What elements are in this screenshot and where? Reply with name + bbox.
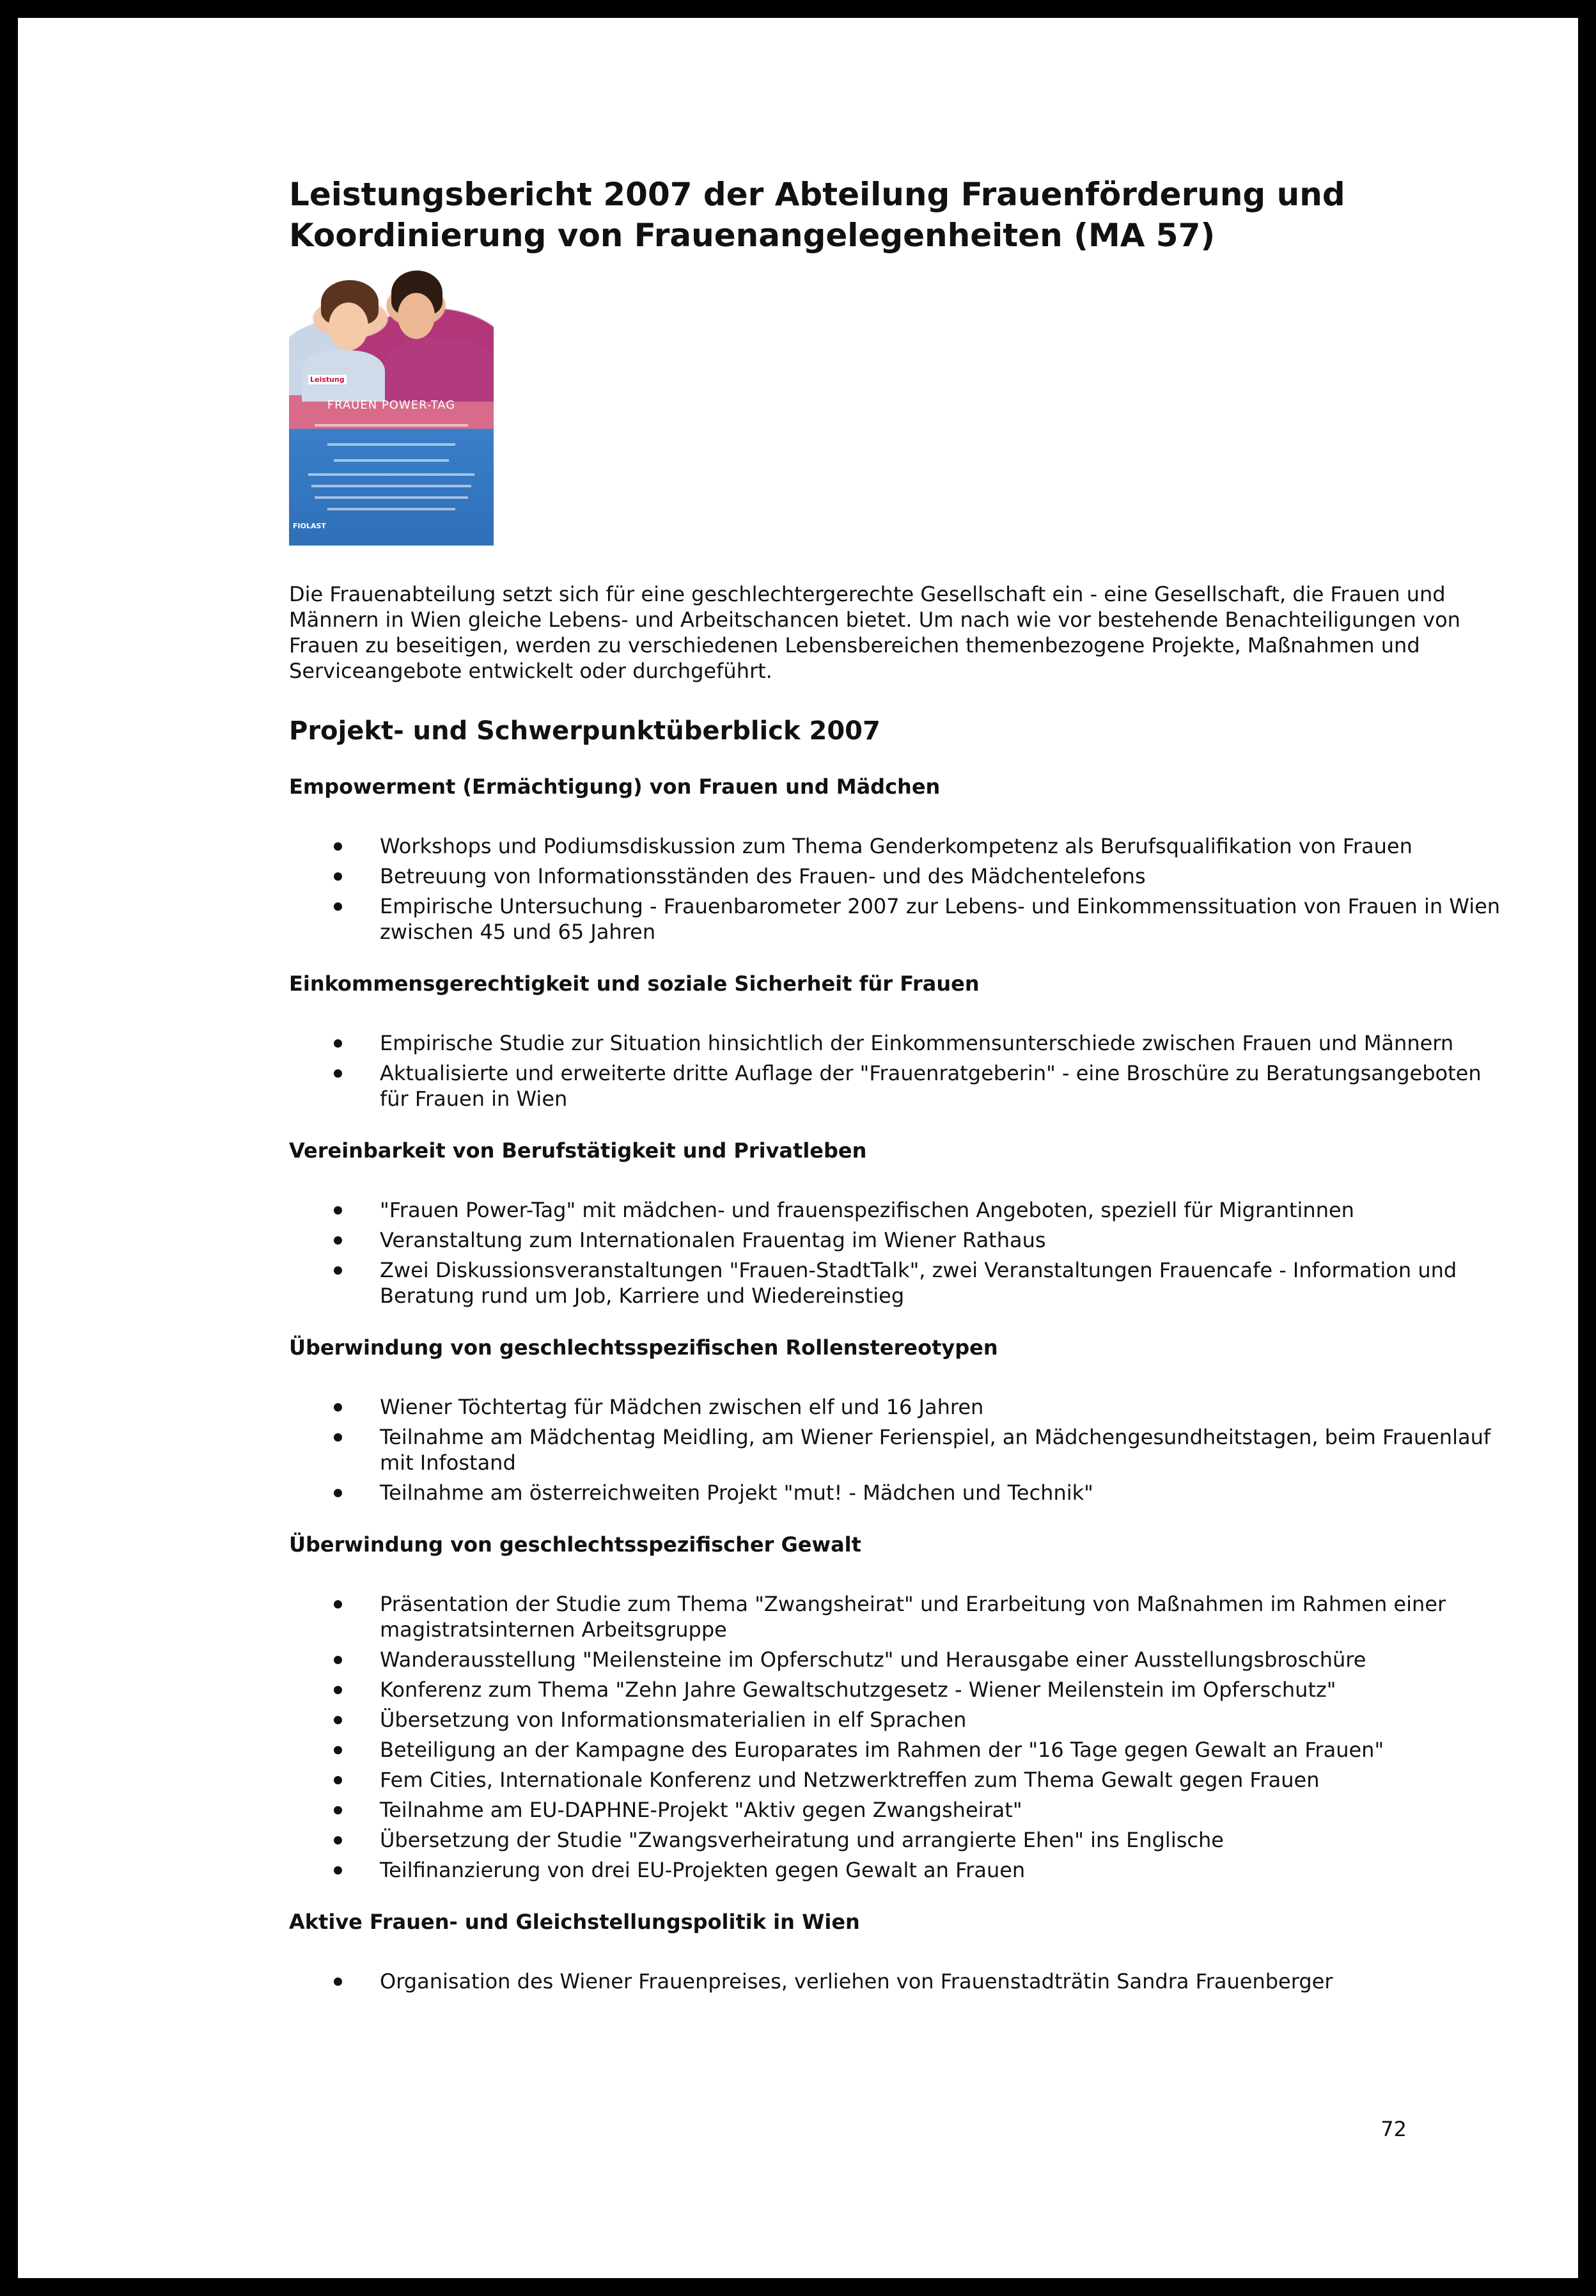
topic-heading: Überwindung von geschlechtsspezifischer Gewalt [289, 1532, 861, 1557]
list-item-text: Workshops und Podiumsdiskussion zum Thema Genderkompetenz als Berufsqualifikation von Frauen [380, 834, 1412, 858]
list-item [289, 1197, 1505, 1223]
list-item-text: Übersetzung der Studie "Zwangsverheiratung und arrangierte Ehen" ins Englische [380, 1828, 1224, 1852]
poster-logo: FIOLAST [293, 522, 326, 530]
list-item-text: Empirische Studie zur Situation hinsichtlich der Einkommensunterschiede zwischen Frauen und Männern [380, 1031, 1454, 1055]
list-item [289, 1707, 1505, 1733]
topic-heading: Aktive Frauen- und Gleichstellungspolitik in Wien [289, 1910, 860, 1934]
page-title: Leistungsbericht 2007 der Abteilung Frauenförderung und Koordinierung von Frauenangelegenheiten (MA 57) [289, 176, 1345, 254]
list-item-text: Beteiligung an der Kampagne des Europarates im Rahmen der "16 Tage gegen Gewalt an Frauen" [380, 1738, 1384, 1762]
bullet-icon [334, 842, 342, 851]
list-item-text: Teilnahme am Mädchentag Meidling, am Wiener Ferienspiel, an Mädchengesundheitstagen, beim Frauenlauf mit Infostand [380, 1425, 1491, 1475]
list-item-text: Teilnahme am EU-DAPHNE-Projekt "Aktiv gegen Zwangsheirat" [380, 1798, 1022, 1822]
list-item-text: Zwei Diskussionsveranstaltungen "Frauen-StadtTalk", zwei Veranstaltungen Frauencafe - Information und Beratung rund um Job, Karriere und Wiedereinstieg [380, 1258, 1457, 1308]
list-item [289, 1257, 1505, 1309]
list-item [289, 1737, 1505, 1763]
list-item [289, 1797, 1505, 1823]
list-item-text: Teilnahme am österreichweiten Projekt "mut! - Mädchen und Technik" [380, 1481, 1093, 1505]
bullet-list [289, 1969, 1504, 1994]
bullet-icon [334, 1600, 342, 1608]
bullet-list [289, 833, 1504, 945]
list-item [289, 1030, 1505, 1056]
topic-heading: Einkommensgerechtigkeit und soziale Sicherheit für Frauen [289, 971, 980, 996]
list-item [289, 1767, 1505, 1793]
list-item [289, 1591, 1505, 1642]
topic-groups [289, 773, 1504, 1994]
list-item [289, 1480, 1505, 1506]
list-item-text: "Frauen Power-Tag" mit mädchen- und frauenspezifischen Angeboten, speziell für Migrantinnen [380, 1198, 1354, 1222]
list-item [289, 1227, 1505, 1253]
list-item-text: Teilfinanzierung von drei EU-Projekten gegen Gewalt an Frauen [380, 1858, 1026, 1882]
list-item [289, 833, 1505, 859]
bullet-list [289, 1394, 1504, 1506]
bullet-icon [334, 1866, 342, 1875]
bullet-icon [334, 1716, 342, 1724]
list-item-text: Veranstaltung zum Internationalen Frauentag im Wiener Rathaus [380, 1228, 1046, 1252]
document-page [18, 18, 1578, 2278]
list-item [289, 1677, 1505, 1702]
list-item [289, 1857, 1505, 1883]
list-item [289, 863, 1505, 889]
list-item [289, 1424, 1505, 1475]
event-poster-image [289, 267, 494, 546]
bullet-icon [334, 1978, 342, 1986]
list-item-text: Wiener Töchtertag für Mädchen zwischen elf und 16 Jahren [380, 1395, 984, 1419]
list-item-text: Konferenz zum Thema "Zehn Jahre Gewaltschutzgesetz - Wiener Meilenstein im Opferschutz" [380, 1678, 1336, 1702]
page-number: 72 [1381, 2117, 1407, 2141]
list-item-text: Betreuung von Informationsständen des Frauen- und des Mädchentelefons [380, 864, 1146, 888]
bullet-icon [334, 1403, 342, 1411]
bullet-icon [334, 1656, 342, 1664]
bullet-list [289, 1197, 1504, 1309]
list-item [289, 893, 1505, 945]
bullet-icon [334, 1686, 342, 1694]
bullet-icon [334, 1489, 342, 1497]
bullet-icon [334, 1836, 342, 1844]
list-item-text: Aktualisierte und erweiterte dritte Auflage der "Frauenratgeberin" - eine Broschüre zu Beratungsangeboten für Frauen in Wien [380, 1061, 1482, 1111]
bullet-icon [334, 1069, 342, 1078]
list-item-text: Übersetzung von Informationsmaterialien in elf Sprachen [380, 1708, 967, 1732]
bullet-icon [334, 1039, 342, 1048]
intro-paragraph: Die Frauenabteilung setzt sich für eine geschlechtergerechte Gesellschaft ein - eine Gesellschaft, die Frauen und Männern in Wien gleiche Lebens- und Arbeitschancen bietet. Um nach wie vor bestehende Benachteiligungen von Frauen zu beseitigen, werden zu verschiedenen Lebensbereichen themenbezogene Projekte, Maßnahmen und Serviceangebote entwickelt oder durchgeführt. [289, 582, 1460, 683]
list-item [289, 1969, 1505, 1994]
list-item [289, 1394, 1505, 1420]
topic-heading: Vereinbarkeit von Berufstätigkeit und Privatleben [289, 1138, 867, 1163]
bullet-icon [334, 902, 342, 911]
topic-heading: Überwindung von geschlechtsspezifischen Rollenstereotypen [289, 1335, 998, 1360]
list-item-text: Fem Cities, Internationale Konferenz und Netzwerktreffen zum Thema Gewalt gegen Frauen [380, 1768, 1320, 1792]
page-content [289, 174, 1504, 1999]
list-item [289, 1827, 1505, 1853]
bullet-icon [334, 1806, 342, 1814]
list-item-text: Organisation des Wiener Frauenpreises, verliehen von Frauenstadträtin Sandra Frauenberger [380, 1969, 1333, 1993]
list-item [289, 1647, 1505, 1672]
bullet-icon [334, 1266, 342, 1275]
poster-brand: Leistung [308, 375, 347, 384]
list-item-text: Empirische Untersuchung - Frauenbarometer 2007 zur Lebens- und Einkommenssituation von Frauen in Wien zwischen 45 und 65 Jahren [380, 894, 1501, 944]
section-heading: Projekt- und Schwerpunktüberblick 2007 [289, 716, 880, 746]
bullet-icon [334, 1433, 342, 1442]
bullet-icon [334, 1206, 342, 1215]
bullet-list [289, 1030, 1504, 1112]
bullet-icon [334, 1746, 342, 1754]
list-item-text: Wanderausstellung "Meilensteine im Opferschutz" und Herausgabe einer Ausstellungsbroschüre [380, 1647, 1366, 1672]
list-item-text: Präsentation der Studie zum Thema "Zwangsheirat" und Erarbeitung von Maßnahmen im Rahmen einer magistratsinternen Arbeitsgruppe [380, 1592, 1446, 1642]
bullet-icon [334, 1236, 342, 1245]
list-item [289, 1060, 1505, 1112]
bullet-icon [334, 872, 342, 881]
topic-heading: Empowerment (Ermächtigung) von Frauen und Mädchen [289, 775, 941, 799]
bullet-icon [334, 1776, 342, 1784]
poster-banner: FRAUEN POWER-TAG [327, 398, 456, 412]
bullet-list [289, 1591, 1504, 1883]
